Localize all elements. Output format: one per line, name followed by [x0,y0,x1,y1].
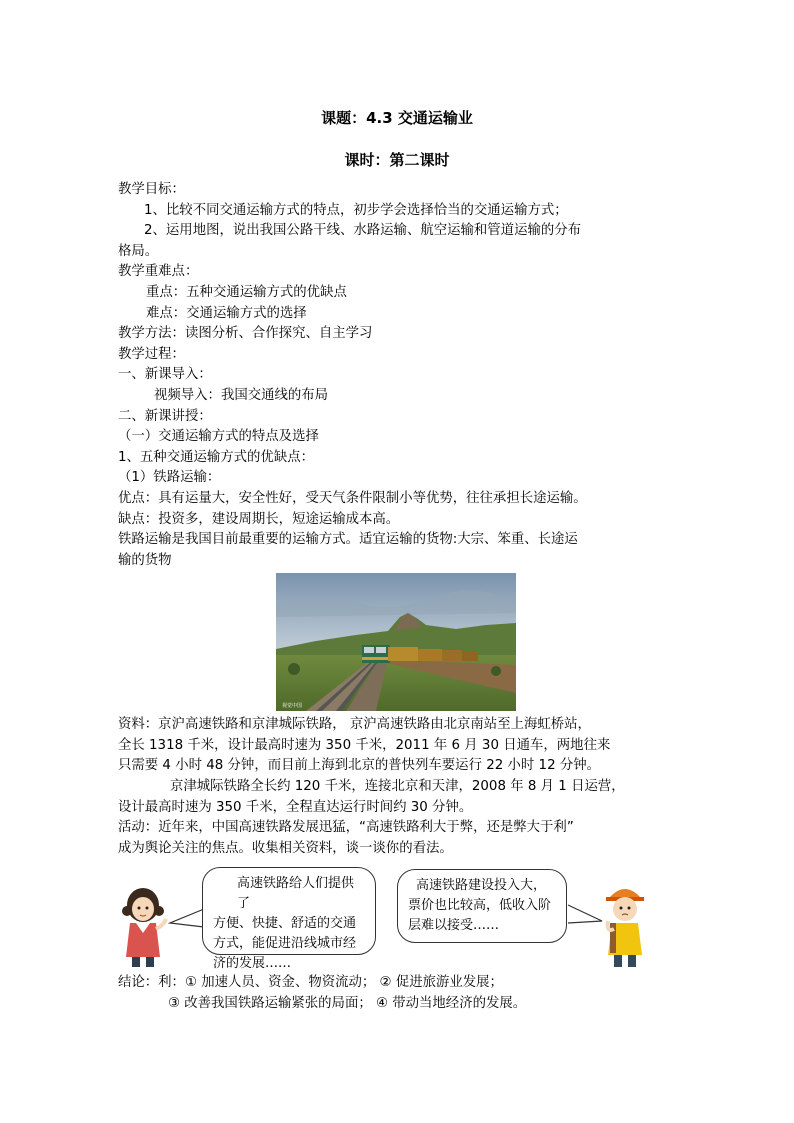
teaching-method: 教学方法：读图分析、合作探究、自主学习 [118,326,373,342]
conclusion-line: 结论：利：① 加速人员、资金、物资流动； ② 促进旅游业发展； [118,975,503,991]
railway-importance-cont: 输的货物 [118,552,172,568]
train-photo [276,573,516,711]
key-points-heading: 教学重难点： [118,264,199,280]
activity-line: 成为舆论关注的焦点。收集相关资料，谈一谈你的看法。 [118,840,453,856]
speech-bubble-con [397,869,567,943]
difficult-point: 难点：交通运输方式的选择 [146,305,307,321]
bubble-pro-line: 济的发展…… [213,956,292,972]
intro-heading: 一、新课导入： [118,367,212,383]
speech-bubble-pro [202,867,376,972]
bubble-con-line: 层难以接受…… [408,918,500,934]
railway-heading: （1）铁路运输： [118,470,221,486]
bubble-pro-line: 方便、快捷、舒适的交通 [213,916,357,932]
goal-heading: 教学目标： [118,182,185,197]
bubble-pro-line: 方式，能促进沿线城市经 [213,936,357,952]
goal-item-1: 1、比较不同交通运输方式的特点，初步学会选择恰当的交通运输方式； [144,202,568,218]
new-lesson-heading: 二、新课讲授： [118,408,212,424]
goal-item-2-cont: 格局。 [118,243,159,259]
train-photo-container [118,573,688,715]
conclusion-line: ③ 改善我国铁路运输紧张的局面； ④ 带动当地经济的发展。 [168,996,527,1012]
material-line: 全长 1318 千米，设计最高时速为 350 千米，2011 年 6 月 30 日通车，两地往来 [118,737,611,753]
process-heading: 教学过程： [118,346,185,362]
subsection-heading: 1、五种交通运输方式的优缺点： [118,449,314,465]
railway-disadvantages: 缺点：投资多，建设周期长，短途运输成本高。 [118,511,400,527]
document-body [118,180,688,1015]
material-line: 只需要 4 小时 48 分钟，而目前上海到北京的普快列车要运行 22 小时 12 分钟。 [118,758,601,774]
lesson-title: 课题：4.3 交通运输业 [321,109,473,127]
intro-video: 视频导入：我国交通线的布局 [154,387,329,403]
discussion-illustration [118,865,688,973]
railway-advantages: 优点：具有运量大，安全性好，受天气条件限制小等优势，往往承担长途运输。 [118,490,587,506]
key-point: 重点：五种交通运输方式的优缺点 [146,284,347,300]
lesson-period: 课时：第二课时 [344,151,450,169]
bubble-pro-line: 高速铁路给人们提供了 [237,876,355,912]
goal-item-2: 2、运用地图，说出我国公路干线、水路运输、航空运输和管道运输的分布 [144,223,582,239]
girl-student-icon [118,885,168,967]
railway-importance: 铁路运输是我国目前最重要的运输方式。适宜运输的货物:大宗、笨重、长途运 [118,532,578,548]
section-heading: （一）交通运输方式的特点及选择 [118,429,319,445]
bubble-con-line: 票价也比较高，低收入阶 [408,898,552,914]
material-line: 资料：京沪高速铁路和京津城际铁路， 京沪高速铁路由北京南站至上海虹桥站， [118,717,591,733]
boy-student-icon [600,881,650,967]
bubble-con-line: 高速铁路建设投入大， [416,878,547,894]
activity-line: 活动：近年来，中国高速铁路发展迅猛，“高速铁路利大于弊，还是弊大于利” [118,820,574,836]
material-line: 京津城际铁路全长约 120 千米，连接北京和天津，2008 年 8 月 1 日运营， [170,779,625,795]
photo-watermark: 视觉中国 [282,703,303,710]
material-line: 设计最高时速为 350 千米，全程直达运行时间约 30 分钟。 [118,799,473,815]
bubble-tail-right [564,901,604,931]
